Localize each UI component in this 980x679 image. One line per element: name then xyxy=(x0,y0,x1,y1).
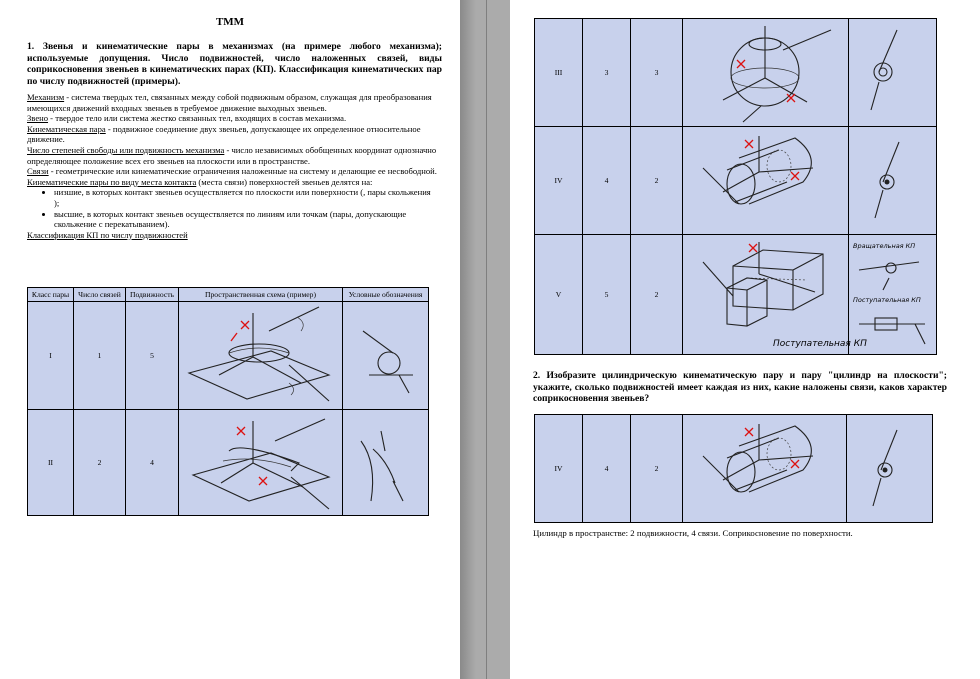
definition-constraints xyxy=(27,166,437,177)
symbol-cell xyxy=(847,415,933,523)
schema-cell xyxy=(683,415,847,523)
answer-table xyxy=(534,414,933,523)
pair-class-cell: V xyxy=(535,235,583,355)
links-count-cell: 2 xyxy=(74,410,126,516)
links-count-cell: 5 xyxy=(583,235,631,355)
class-i-symbol xyxy=(343,303,427,409)
contact-type-list xyxy=(44,187,437,229)
pair-class-cell: IV xyxy=(535,415,583,523)
definition-text: - система твердых тел, связанных между собой подвижным образом, служащая для преобразования имеющихся движений входных звеньев в требуемое движение выходных звеньев. xyxy=(27,92,432,113)
column-header: Пространственная схема (пример) xyxy=(179,288,343,302)
schema-cell xyxy=(179,302,343,410)
definition-mechanism xyxy=(27,92,437,113)
links-count-cell: 4 xyxy=(583,127,631,235)
links-count-cell: 1 xyxy=(74,302,126,410)
symbol-caption-revolute: Вращательная КП xyxy=(853,241,916,250)
pair-class-cell: III xyxy=(535,19,583,127)
links-count-cell: 3 xyxy=(583,19,631,127)
schema-cell xyxy=(683,235,867,355)
schema-cell xyxy=(179,410,343,516)
symbol-cell xyxy=(849,19,937,127)
page-divider xyxy=(486,0,487,679)
definition-term: Связи xyxy=(27,166,49,177)
definition-text: - подвижное соединение двух звеньев, допускающее их определенное относительное движение. xyxy=(27,123,421,145)
links-count-cell: 4 xyxy=(583,415,631,523)
definition-term: Кинематическая пара xyxy=(27,123,106,134)
classification-table-continued xyxy=(534,18,937,355)
spherical-pair-schema xyxy=(683,20,847,126)
prismatic-pair-schema xyxy=(683,236,867,354)
question-2-heading: 2. Изобразите цилиндрическую кинематическую пару и пару "цилиндр на плоскости"; укажите, сколько подвижностей имеет каждая из них, какие наложены связи, каков характер соприкосновения звеньев? xyxy=(533,370,947,405)
class-v-symbols xyxy=(849,236,935,354)
page-gap-shadow xyxy=(460,0,476,679)
class-iv-symbol xyxy=(849,128,935,234)
mobility-cell: 4 xyxy=(126,410,179,516)
definition-term: Число степеней свободы или подвижность механизма xyxy=(27,144,225,155)
column-header: Число связей xyxy=(74,288,126,302)
definition-text: - число независимых обобщенных координат однозначно определяющее положение всех его звеньев на плоскости или в пространстве. xyxy=(27,144,437,166)
definition-term: Кинематические пары по виду места контакта xyxy=(27,176,197,187)
classification-table xyxy=(27,287,429,516)
table-row xyxy=(28,302,429,410)
mobility-cell: 2 xyxy=(631,235,683,355)
definition-contact-types xyxy=(27,177,437,188)
schema-cell xyxy=(683,19,849,127)
column-header: Подвижность xyxy=(126,288,179,302)
answer-text[interactable]: Цилиндр в пространстве: 2 подвижности, 4 связи. Соприкосновение по поверхности. xyxy=(533,528,853,538)
symbol-cell xyxy=(343,410,429,516)
list-item: • высшие, в которых контакт звеньев осуществляется по линиям или точкам (пары, допускающие скольжение с перекатыванием). xyxy=(54,209,437,230)
table-row xyxy=(535,19,937,127)
table-row xyxy=(535,235,937,355)
mobility-cell: 5 xyxy=(126,302,179,410)
class-iv-symbol xyxy=(847,416,931,522)
pair-class-cell: II xyxy=(28,410,74,516)
list-item: • низшие, в которых контакт звеньев осуществляется по плоскости или поверхности (, пары скольжения ); xyxy=(54,187,437,208)
question-1-heading: 1. Звенья и кинематические пары в механизмах (на примере любого механизма); используемые допущения. Число подвижностей, число наложенных связей, виды соприкосновения звеньев в кинематических парах (КП). Классификация кинематических пар по числу подвижностей (примеры). xyxy=(27,41,442,87)
definition-text: - геометрические или кинематические ограничения наложенные на систему и делающие ее несвободной. xyxy=(48,166,437,177)
definitions-block xyxy=(27,92,437,240)
cylindrical-pair-schema xyxy=(683,128,847,234)
cylinder-on-plane-schema xyxy=(179,411,341,515)
definition-degrees-of-freedom xyxy=(27,145,437,166)
symbol-cell xyxy=(849,127,937,235)
definition-text: (места связи) поверхностей звеньев делятся на: xyxy=(196,176,373,187)
table-row xyxy=(535,415,933,523)
pair-class-cell: IV xyxy=(535,127,583,235)
schema-caption: Поступательная КП xyxy=(773,338,867,349)
document-title: ТММ xyxy=(216,16,244,28)
mobility-cell: 3 xyxy=(631,19,683,127)
column-header: Класс пары xyxy=(28,288,74,302)
document-page-right xyxy=(510,0,980,679)
class-iii-symbol xyxy=(849,20,935,126)
definition-term: Звено xyxy=(27,113,49,124)
cylindrical-pair-schema xyxy=(683,416,845,522)
symbol-cell xyxy=(343,302,429,410)
table-row xyxy=(535,127,937,235)
class-ii-symbol xyxy=(343,411,427,515)
mobility-cell: 2 xyxy=(631,415,683,523)
pair-class-cell: I xyxy=(28,302,74,410)
mobility-cell: 2 xyxy=(631,127,683,235)
table-header-row xyxy=(28,288,429,302)
classification-heading: Классификация КП по числу подвижностей xyxy=(27,229,188,240)
sphere-on-plane-schema xyxy=(179,303,341,409)
table-row xyxy=(28,410,429,516)
definition-text: - твердое тело или система жестко связанных тел, входящих в состав механизма. xyxy=(48,113,347,124)
definition-link xyxy=(27,113,437,124)
definition-term: Механизм xyxy=(27,92,65,102)
symbol-caption-prismatic: Поступательная КП xyxy=(853,295,921,304)
schema-cell xyxy=(683,127,849,235)
definition-kinematic-pair xyxy=(27,124,437,145)
column-header: Условные обозначения xyxy=(343,288,429,302)
symbol-cell xyxy=(849,235,937,355)
document-page-left xyxy=(0,0,460,679)
